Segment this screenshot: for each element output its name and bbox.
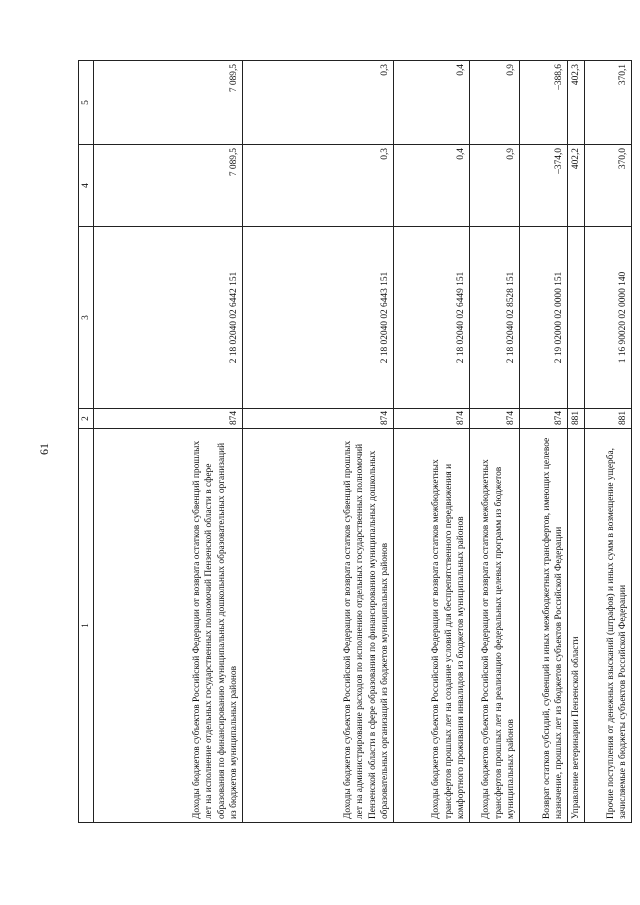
row-name: Возврат остатков субсидий, субвенций и иных межбюджетных трансфертов, имеющих целевое назначение, прошлых лет из бюджетов субъектов Российской Федерации [520, 429, 568, 823]
row-name: Доходы бюджетов субъектов Российской Федерации от возврата остатков межбюджетных трансфертов прошлых лет на реализацию федеральных целевых программ из бюджетов муниципальных районов [470, 429, 520, 823]
row-budget-code [568, 227, 585, 409]
table-row [394, 61, 470, 823]
row-value-col5: 402,3 [568, 61, 585, 145]
header-col-1: 1 [79, 429, 94, 823]
row-admin-code: 874 [243, 409, 394, 429]
table-row [470, 61, 520, 823]
row-budget-code: 2 18 02040 02 6449 151 [394, 227, 470, 409]
row-admin-code: 874 [394, 409, 470, 429]
row-budget-code: 1 16 90020 02 0000 140 [585, 227, 632, 409]
row-admin-code: 874 [470, 409, 520, 429]
table-row [243, 61, 394, 823]
row-value-col5: 0,3 [243, 61, 394, 145]
header-col-2: 2 [79, 409, 94, 429]
row-budget-code: 2 19 02000 02 0000 151 [520, 227, 568, 409]
row-value-col5: –388,6 [520, 61, 568, 145]
row-value-col4: 402,2 [568, 145, 585, 227]
row-budget-code: 2 18 02040 02 6443 151 [243, 227, 394, 409]
page-number: 61 [37, 443, 51, 455]
row-value-col4: 0,4 [394, 145, 470, 227]
row-value-col4: 7 089,5 [94, 145, 243, 227]
row-value-col5: 370,1 [585, 61, 632, 145]
row-admin-code: 874 [520, 409, 568, 429]
header-col-3: 3 [79, 227, 94, 409]
row-name: Доходы бюджетов субъектов Российской Федерации от возврата остатков межбюджетных трансфертов прошлых лет на создание условий для беспрепятственного передвижения и комфортного проживания инвалидов из бюджетов муниципальных районов [394, 429, 470, 823]
row-value-col5: 0,4 [394, 61, 470, 145]
table-row [520, 61, 568, 823]
row-value-col5: 0,9 [470, 61, 520, 145]
table-row [585, 61, 632, 823]
row-name: Прочие поступления от денежных взысканий (штрафов) и иных сумм в возмещение ущерба, зачисляемые в бюджеты субъектов Российской Федерации [585, 429, 632, 823]
header-col-4: 4 [79, 145, 94, 227]
row-value-col4: 0,3 [243, 145, 394, 227]
row-name: Доходы бюджетов субъектов Российской Федерации от возврата остатков субвенций прошлых лет на исполнение отдельных государственных полномочий Пензенской области в сфере образования по финансированию муниципальных дошкольных образовательных организаций из бюджетов муниципальных районов [94, 429, 243, 823]
row-admin-code: 881 [568, 409, 585, 429]
row-admin-code: 881 [585, 409, 632, 429]
row-value-col4: 370,0 [585, 145, 632, 227]
row-budget-code: 2 18 02040 02 8528 151 [470, 227, 520, 409]
row-value-col5: 7 089,5 [94, 61, 243, 145]
header-col-5: 5 [79, 61, 94, 145]
row-name: Доходы бюджетов субъектов Российской Федерации от возврата остатков субвенций прошлых лет на администрирование расходов по исполнению отдельных государственных полномочий Пензенской области в сфере образования по финансированию муниципальных дошкольных образовательных организаций из бюджетов муниципальных районов [243, 429, 394, 823]
row-budget-code: 2 18 02040 02 6442 151 [94, 227, 243, 409]
table-row [568, 61, 585, 823]
budget-table-container [78, 61, 629, 823]
row-admin-code: 874 [94, 409, 243, 429]
row-value-col4: –374,0 [520, 145, 568, 227]
row-name: Управление ветеринарии Пензенской области [568, 429, 585, 823]
row-value-col4: 0,9 [470, 145, 520, 227]
table-row [94, 61, 243, 823]
table-header-row [79, 61, 94, 823]
budget-revenue-table [78, 60, 632, 823]
